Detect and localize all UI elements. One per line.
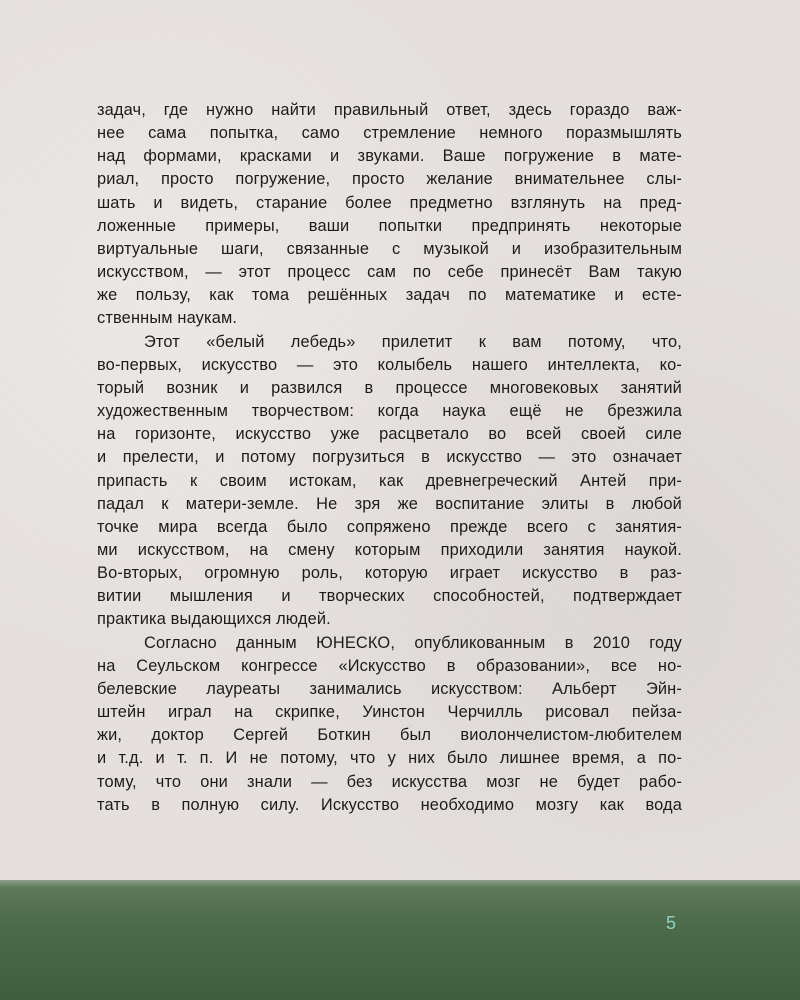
text-line: над формами, красками и звуками. Ваше погружение в мате- <box>97 147 682 166</box>
text-line: риал, просто погружение, просто желание внимательнее слы- <box>97 170 682 189</box>
text-line: на горизонте, искусство уже расцветало во всей своей силе <box>97 425 682 444</box>
text-line: тать в полную силу. Искусство необходимо мозгу как вода <box>97 795 682 814</box>
text-line: Во-вторых, огромную роль, которую играет искусство в раз- <box>97 564 682 583</box>
paragraph-first-line: Согласно данным ЮНЕСКО, опубликованным в 2010 году <box>144 633 682 652</box>
text-line: витии мышления и творческих способностей, подтверждает <box>97 587 682 606</box>
body-text <box>97 99 682 817</box>
page-number: 5 <box>666 913 677 933</box>
text-line: художественным творчеством: когда наука ещё не брезжила <box>97 402 682 421</box>
text-line: жи, доктор Сергей Боткин был виолончелистом-любителем <box>97 726 682 745</box>
text-line: виртуальные шаги, связанные с музыкой и изобразительным <box>97 239 682 258</box>
text-line: задач, где нужно найти правильный ответ, здесь гораздо важ- <box>97 101 682 119</box>
text-line: на Сеульском конгрессе «Искусство в образовании», все но- <box>97 656 682 675</box>
paragraph-first-line: Этот «белый лебедь» прилетит к вам потому, что, <box>144 332 682 351</box>
text-line: штейн играл на скрипке, Уинстон Черчилль рисовал пейза- <box>97 703 682 722</box>
footer-band <box>0 880 800 1000</box>
text-line: ственным наукам. <box>97 309 238 328</box>
text-line: и прелести, и потому погрузиться в искусство — это означает <box>97 448 682 467</box>
text-line: и т.д. и т. п. И не потому, что у них было лишнее время, а по- <box>97 749 682 768</box>
text-line: ложенные примеры, ваши попытки предпринять некоторые <box>97 216 682 235</box>
text-line: падал к матери-земле. Не зря же воспитание элиты в любой <box>97 494 682 513</box>
text-line: практика выдающихся людей. <box>97 610 331 629</box>
text-line: припасть к своим истокам, как древнегреческий Антей при- <box>97 471 682 490</box>
text-line: же пользу, как тома решённых задач по математике и есте- <box>97 286 682 305</box>
text-line: тому, что они знали — без искусства мозг не будет рабо- <box>97 772 682 791</box>
text-line: торый возник и развился в процессе многовековых занятий <box>97 378 682 397</box>
text-line: ми искусством, на смену которым приходили занятия наукой. <box>97 540 682 559</box>
text-line: шать и видеть, старание более предметно взглянуть на пред- <box>97 193 682 212</box>
text-line: во-первых, искусство — это колыбель нашего интеллекта, ко- <box>97 355 682 374</box>
text-line: нее сама попытка, само стремление немного поразмышлять <box>97 124 682 143</box>
text-line: точке мира всегда было сопряжено прежде всего с занятия- <box>97 517 682 536</box>
text-line: белевские лауреаты занимались искусством: Альберт Эйн- <box>97 679 682 698</box>
text-line: искусством, — этот процесс сам по себе принесёт Вам такую <box>97 263 682 282</box>
